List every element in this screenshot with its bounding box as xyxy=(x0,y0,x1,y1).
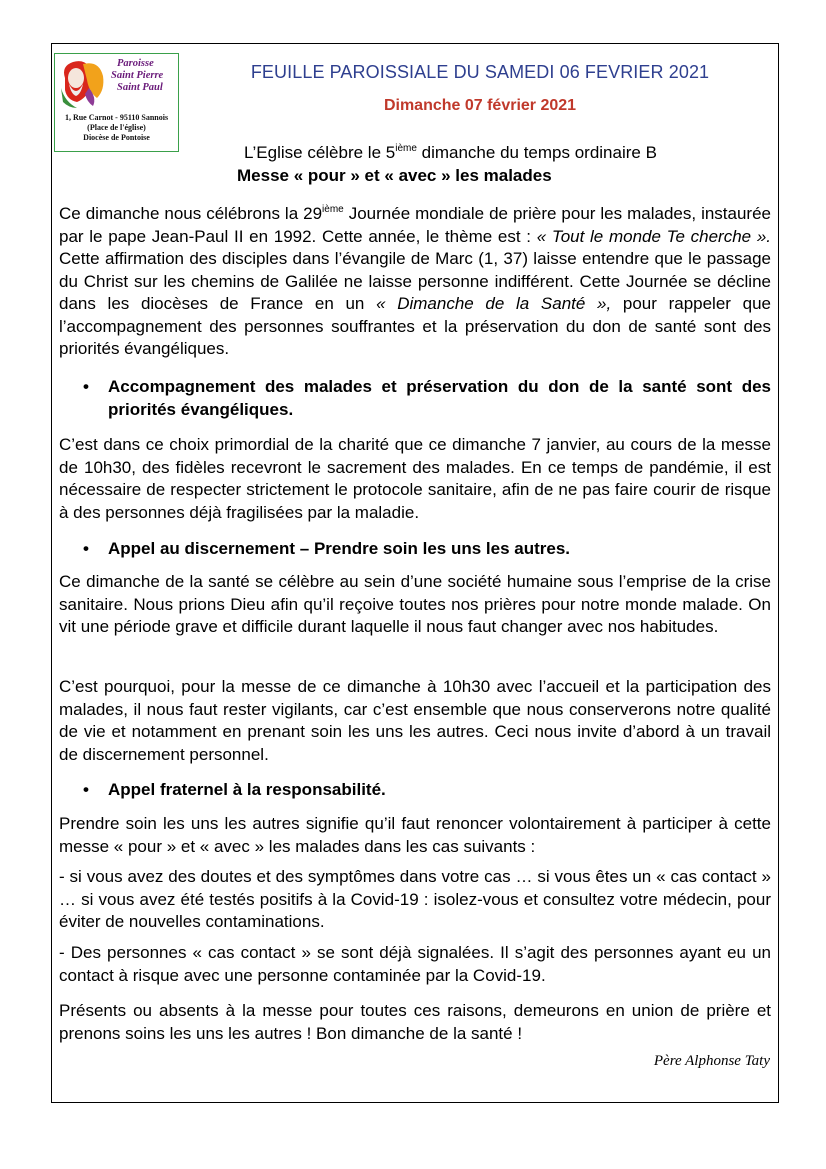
paragraph-intro: Ce dimanche nous célébrons la 29ième Journée mondiale de prière pour les malades, instaurée par le pape Jean-Paul II en 1992. Cette année, le thème est : « Tout le monde Te cherche ». Cette affirmation des disciples dans l’évangile de Marc (1, 37) laisse entendre que le passage du Christ sur les chemins de Galilée ne laisse personne indifférent. Cette Journée se décline dans les diocèses de France en un « Dimanche de la Santé », pour rappeler que l’accompagnement des personnes souffrantes et la préservation du don de santé sont des priorités évangéliques. xyxy=(59,204,772,358)
logo-address: 1, Rue Carnot - 95110 Sannois (Place de l'église) Diocèse de Pontoise xyxy=(64,113,169,142)
bullet-icon: • xyxy=(83,539,89,558)
paragraph-contact-cases: - Des personnes « cas contact » se sont déjà signalées. Il s’agit des personnes ayant eu un contact à risque avec une personne contaminée par la Covid-19. xyxy=(59,943,771,985)
bullet-icon: • xyxy=(83,780,89,799)
mass-heading: Messe « pour » et « avec » les malades xyxy=(237,166,552,185)
newsletter-title: FEUILLE PAROISSIALE DU SAMEDI 06 FEVRIER 2021 xyxy=(250,62,710,82)
paragraph-closing: Présents ou absents à la messe pour toutes ces raisons, demeurons en union de prière et prenons soins les uns les autres ! Bon dimanche de la santé ! xyxy=(59,1001,771,1043)
sunday-date: Dimanche 07 février 2021 xyxy=(383,97,577,114)
paragraph-symptoms: - si vous avez des doutes et des symptômes dans votre cas … si vous êtes un « cas contact » … si vous avez été testés positifs à la Covid-19 : isolez-vous et consultez votre médecin, pour éviter de nouvelles contaminations. xyxy=(59,867,771,931)
bullet-icon: • xyxy=(83,377,89,396)
signature: Père Alphonse Taty xyxy=(653,1053,770,1069)
parish-logo xyxy=(54,53,179,152)
paragraph-renounce: Prendre soin les uns les autres signifie qu’il faut renoncer volontairement à participer à cette messe « pour » et « avec » les malades dans les cas suivants : xyxy=(59,814,771,856)
paragraph-vigilance: C’est pourquoi, pour la messe de ce dimanche à 10h30 avec l’accueil et la participation des malades, il nous faut rester vigilants, car c’est ensemble que nous conserverons notre qualité de vie et notamment en prenant soin les uns les autres. Ceci nous invite d’abord à un travail de discernement personnel. xyxy=(59,677,771,764)
paragraph-sacrament: C’est dans ce choix primordial de la charité que ce dimanche 7 janvier, au cours de la messe de 10h30, des fidèles recevront le sacrement des malades. En ce temps de pandémie, il est nécessaire de respecter strictement le protocole sanitaire, afin de ne pas faire courir de risque à des personnes déjà fragilisées par la maladie. xyxy=(59,435,771,522)
logo-parish-name: Paroisse Saint Pierre Saint Paul xyxy=(111,58,164,93)
paragraph-crisis: Ce dimanche de la santé se célèbre au sein d’une société humaine sous l’emprise de la crise sanitaire. Nous prions Dieu afin qu’il reçoive toutes nos prières pour notre monde malade. On vit une période grave et difficile durant laquelle il nous faut changer avec nos habitudes. xyxy=(59,572,771,636)
saint-portrait-icon xyxy=(59,58,105,110)
liturgical-intro: L’Eglise célèbre le 5ième dimanche du temps ordinaire B xyxy=(244,143,657,162)
